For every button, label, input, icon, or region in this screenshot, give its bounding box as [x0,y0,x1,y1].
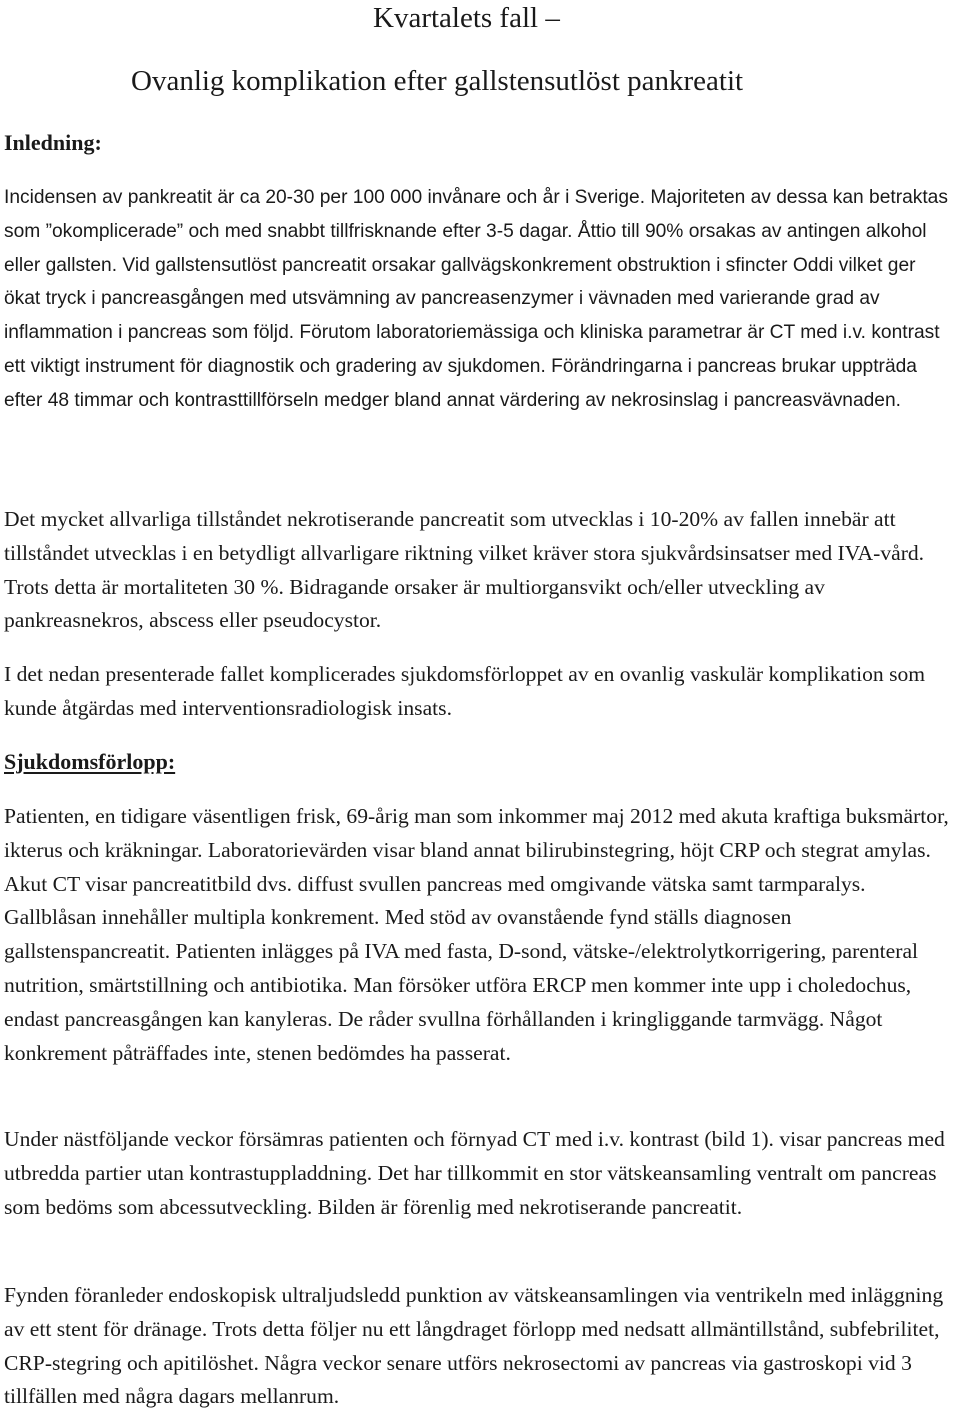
paragraph-case-intro: I det nedan presenterade fallet komplicerades sjukdomsförloppet av en ovanlig vaskulär komplikation som kunde åtgärdas med interventionsradiologisk insats. [4,662,926,720]
paragraph-patient-history: Patienten, en tidigare väsentligen frisk, 69-årig man som inkommer maj 2012 med akuta kraftiga buksmärtor, ikterus och kräkningar. Laboratorievärden visar bland annat bilirubinstegring, höjt CRP och stegrat amylas. Akut CT visar pancreatitbild dvs. diffust svullen pancreas med omgivande vätska samt tarmparalys. Gallblåsan innehåller multipla konkrement. Med stöd av ovanstående fynd ställs diagnosen gallstenspancreatit. Patienten inlägges på IVA med fasta, D-sond, vätske-/elektrolytkorrigering, parenteral nutrition, smärtstillning och antibiotika. Man försöker utföra ERCP men kommer inte upp i choledochus, endast pancreasgången kan kanyleras. De råder svullna förhållanden i kringliggande tarmvägg. Något konkrement påträffades inte, stenen bedömdes ha passerat. [4,804,949,1065]
paragraph-necrotizing: Det mycket allvarliga tillståndet nekrotiserande pancreatit som utvecklas i 10-20% av fallen innebär att tillståndet utvecklas i en betydligt allvarligare riktning vilket kräver stora sjukvårdsinsatser med IVA-vård. Trots detta är mortaliteten 30 %. Bidragande orsaker är multiorgansvikt och/eller utveckling av pankreasnekros, abscess eller pseudocystor. [4,507,925,633]
page-subtitle: Ovanlig komplikation efter gallstensutlöst pankreatit [131,65,744,97]
section-heading-introduction: Inledning: [4,130,102,155]
page-title: Kvartalets fall – [373,2,560,34]
section-heading-course: Sjukdomsförlopp: [4,749,176,774]
paragraph-deterioration: Under nästföljande veckor försämras patienten och förnyad CT med i.v. kontrast (bild 1). visar pancreas med utbredda partier utan kontrastuppladdning. Det har tillkommit en stor vätskeansamling ventralt om pancreas som bedöms som abcessutveckling. Bilden är förenlig med nekrotiserande pancreatit. [4,1127,945,1219]
paragraph-introduction: Incidensen av pankreatit är ca 20-30 per 100 000 invånare och år i Sverige. Majoriteten av dessa kan betraktas som ”okomplicerade” och med snabbt tillfrisknande efter 3-5 dagar. Åttio till 90% orsakas av antingen alkohol eller gallsten. Vid gallstensutlöst pancreatit orsakar gallvägskonkrement obstruktion i sfincter Oddi vilket ger ökat tryck i pancreasgången med utsvämning av pancreasenzymer i vävnaden med varierande grad av inflammation i pancreas som följd. Förutom laboratoriemässiga och kliniska parametrar är CT med i.v. kontrast ett viktigt instrument för diagnostik och gradering av sjukdomen. Förändringarna i pancreas brukar uppträda efter 48 timmar och kontrasttillförseln medger bland annat värdering av nekrosinslag i pancreasvävnaden. [4,187,948,411]
paragraph-treatment: Fynden föranleder endoskopisk ultraljudsledd punktion av vätskeansamlingen via ventrikeln med inläggning av ett stent för dränage. Trots detta följer nu ett långdraget förlopp med nedsatt allmäntillstånd, subfebrilitet, CRP-stegring och apitilöshet. Några veckor senare utförs nekrosectomi av pancreas via gastroskopi vid 3 tillfällen med några dagars mellanrum. [4,1283,944,1409]
